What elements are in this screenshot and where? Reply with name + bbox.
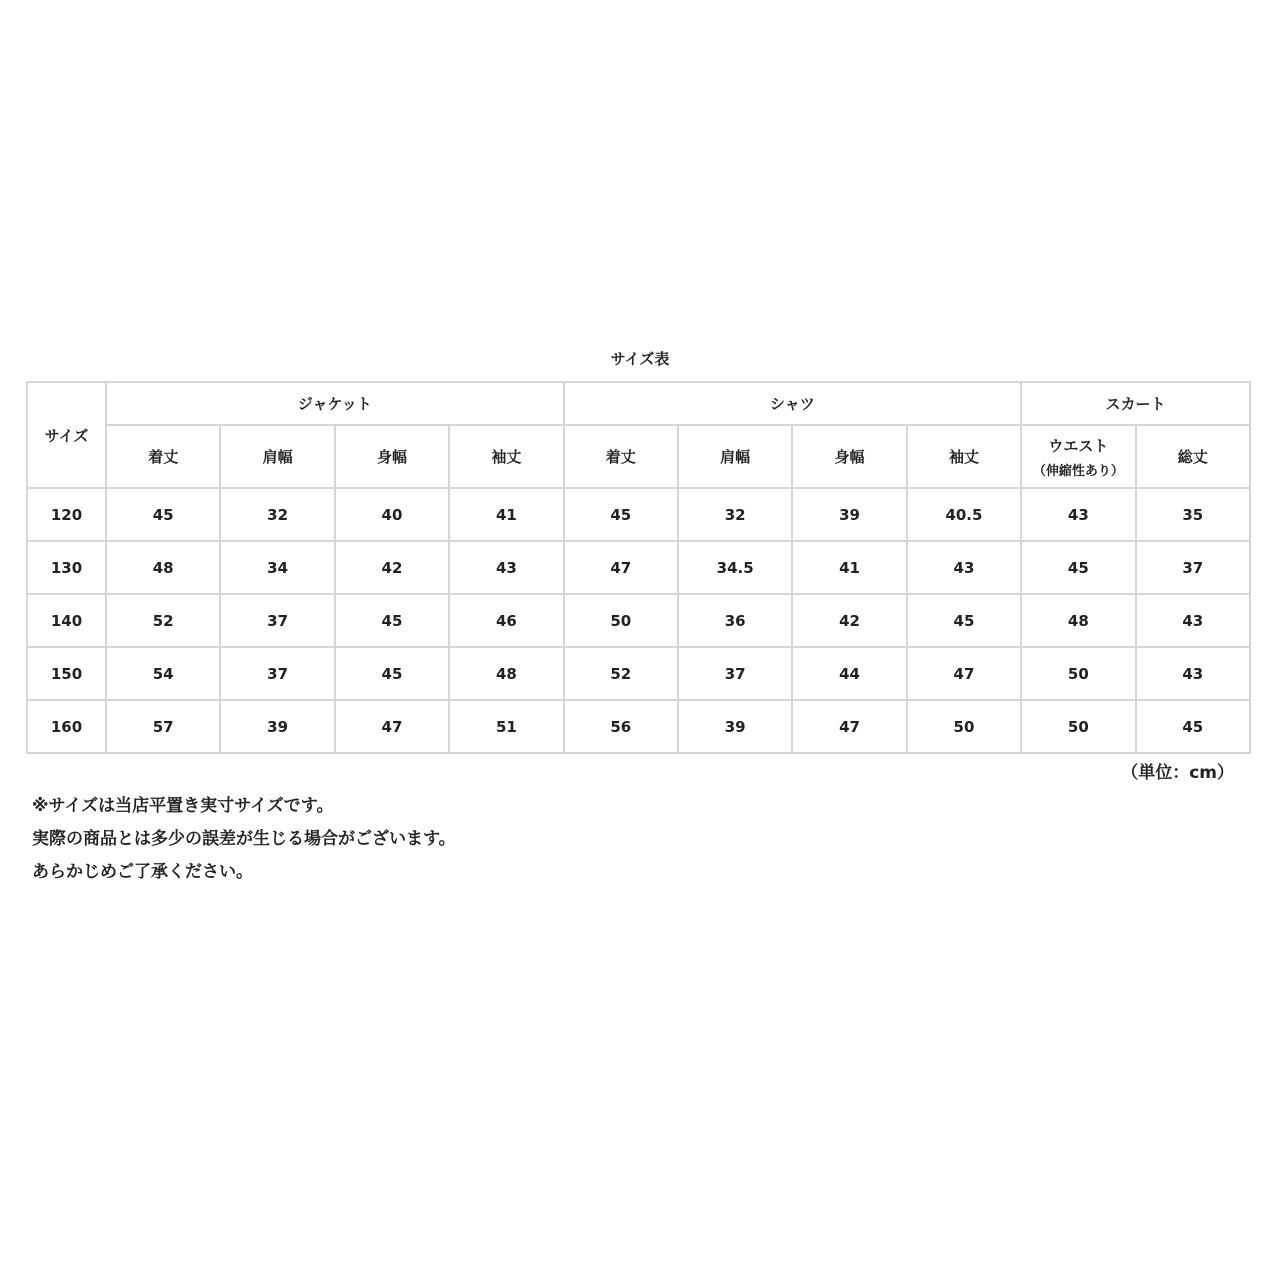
value-cell: 39 xyxy=(678,700,792,753)
table-row xyxy=(27,488,1250,541)
value-cell: 43 xyxy=(449,541,563,594)
value-cell: 37 xyxy=(1136,541,1250,594)
value-cell: 43 xyxy=(907,541,1021,594)
table-row xyxy=(27,700,1250,753)
group-header-shirt: シャツ xyxy=(564,382,1022,425)
value-cell: 40 xyxy=(335,488,449,541)
value-cell: 34.5 xyxy=(678,541,792,594)
value-cell: 57 xyxy=(106,700,220,753)
value-cell: 40.5 xyxy=(907,488,1021,541)
value-cell: 42 xyxy=(335,541,449,594)
value-cell: 43 xyxy=(1136,647,1250,700)
value-cell: 47 xyxy=(335,700,449,753)
value-cell: 56 xyxy=(564,700,678,753)
unit-label: （単位：cm） xyxy=(1121,763,1234,783)
value-cell: 50 xyxy=(1021,647,1135,700)
column-header: 身幅 xyxy=(335,425,449,488)
value-cell: 37 xyxy=(220,647,334,700)
size-cell: 130 xyxy=(27,541,106,594)
column-header: 着丈 xyxy=(564,425,678,488)
note-line: 実際の商品とは多少の誤差が生じる場合がございます。 xyxy=(32,829,456,849)
value-cell: 45 xyxy=(907,594,1021,647)
value-cell: 36 xyxy=(678,594,792,647)
value-cell: 45 xyxy=(335,647,449,700)
value-cell: 45 xyxy=(335,594,449,647)
size-cell: 160 xyxy=(27,700,106,753)
column-header: 着丈 xyxy=(106,425,220,488)
value-cell: 50 xyxy=(1021,700,1135,753)
column-header-note: （伸縮性あり） xyxy=(1032,463,1124,479)
column-header: 袖丈 xyxy=(907,425,1021,488)
note-line: あらかじめご了承ください。 xyxy=(32,862,253,882)
value-cell: 45 xyxy=(106,488,220,541)
value-cell: 45 xyxy=(564,488,678,541)
size-cell: 150 xyxy=(27,647,106,700)
table-row xyxy=(27,594,1250,647)
value-cell: 50 xyxy=(907,700,1021,753)
value-cell: 52 xyxy=(106,594,220,647)
value-cell: 37 xyxy=(220,594,334,647)
table-row xyxy=(27,541,1250,594)
value-cell: 50 xyxy=(564,594,678,647)
value-cell: 51 xyxy=(449,700,563,753)
column-header-row xyxy=(27,425,1250,488)
value-cell: 32 xyxy=(220,488,334,541)
value-cell: 41 xyxy=(449,488,563,541)
value-cell: 35 xyxy=(1136,488,1250,541)
group-header-skirt: スカート xyxy=(1021,382,1250,425)
value-cell: 39 xyxy=(220,700,334,753)
column-header: 総丈 xyxy=(1136,425,1250,488)
value-cell: 46 xyxy=(449,594,563,647)
column-header: 袖丈 xyxy=(449,425,563,488)
value-cell: 41 xyxy=(792,541,906,594)
value-cell: 37 xyxy=(678,647,792,700)
column-header-waist xyxy=(1021,425,1135,488)
group-header-jacket: ジャケット xyxy=(106,382,564,425)
size-cell: 140 xyxy=(27,594,106,647)
value-cell: 54 xyxy=(106,647,220,700)
value-cell: 52 xyxy=(564,647,678,700)
value-cell: 44 xyxy=(792,647,906,700)
column-header: 身幅 xyxy=(792,425,906,488)
value-cell: 47 xyxy=(907,647,1021,700)
value-cell: 39 xyxy=(792,488,906,541)
size-header: サイズ xyxy=(27,382,106,488)
value-cell: 45 xyxy=(1136,700,1250,753)
value-cell: 48 xyxy=(106,541,220,594)
value-cell: 47 xyxy=(792,700,906,753)
table-title: サイズ表 xyxy=(610,350,670,368)
value-cell: 47 xyxy=(564,541,678,594)
value-cell: 43 xyxy=(1021,488,1135,541)
value-cell: 48 xyxy=(449,647,563,700)
value-cell: 34 xyxy=(220,541,334,594)
value-cell: 48 xyxy=(1021,594,1135,647)
value-cell: 43 xyxy=(1136,594,1250,647)
value-cell: 42 xyxy=(792,594,906,647)
value-cell: 32 xyxy=(678,488,792,541)
column-header: 肩幅 xyxy=(678,425,792,488)
note-line: ※サイズは当店平置き実寸サイズです。 xyxy=(32,796,334,816)
group-header-row xyxy=(27,382,1250,425)
column-header-label: ウエスト xyxy=(1048,436,1109,455)
size-table xyxy=(26,381,1251,754)
notes xyxy=(32,790,456,889)
column-header: 肩幅 xyxy=(220,425,334,488)
value-cell: 45 xyxy=(1021,541,1135,594)
size-cell: 120 xyxy=(27,488,106,541)
table-row xyxy=(27,647,1250,700)
